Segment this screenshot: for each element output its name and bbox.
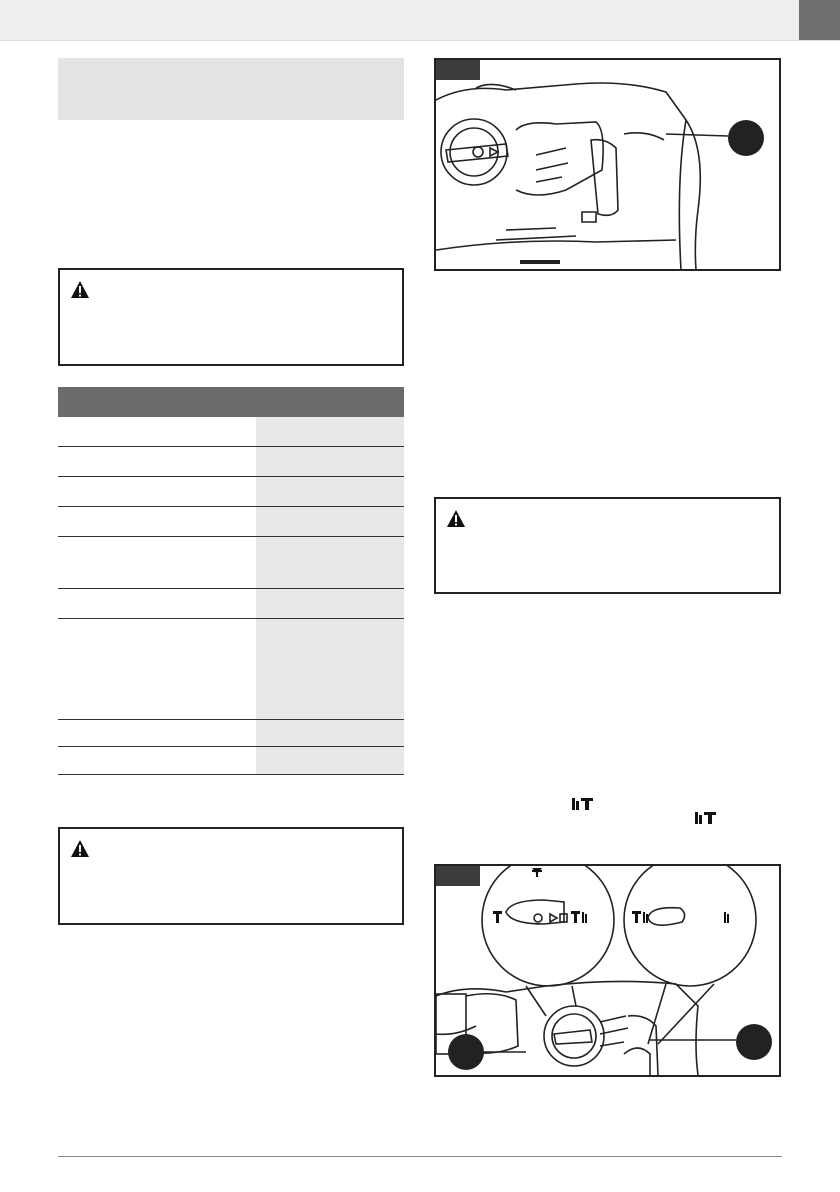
warning-box-2	[58, 827, 404, 925]
table-cell-value	[256, 537, 404, 588]
table-row	[58, 747, 404, 775]
specification-table	[58, 387, 404, 775]
table-row	[58, 537, 404, 589]
table-row	[58, 507, 404, 537]
table-row	[58, 477, 404, 507]
table-row	[58, 720, 404, 747]
table-row	[58, 447, 404, 477]
warning-box-1	[58, 268, 404, 366]
table-cell-value	[256, 507, 404, 536]
callout-marker	[448, 1034, 484, 1070]
drill-chisel-mode-icon	[571, 796, 595, 812]
table-row	[58, 619, 404, 720]
table-cell-value	[256, 477, 404, 506]
table-cell-value	[256, 447, 404, 476]
warning-triangle-icon	[446, 509, 466, 529]
rotary-hammer-illustration	[436, 60, 779, 269]
warning-triangle-icon	[70, 280, 90, 300]
table-cell-value	[256, 589, 404, 618]
table-cell-value	[256, 747, 404, 774]
footer-rule	[58, 1156, 782, 1157]
table-cell-value	[256, 417, 404, 446]
drill-chisel-mode-icon	[694, 810, 718, 826]
table-cell-value	[256, 720, 404, 746]
mode-selector-illustration	[436, 866, 779, 1075]
figure-1-tool-illustration	[434, 58, 781, 271]
section-heading-block	[58, 58, 404, 120]
warning-triangle-icon	[70, 839, 90, 859]
table-row	[58, 589, 404, 619]
callout-line	[666, 134, 728, 136]
callout-marker	[728, 120, 764, 156]
figure-2-mode-selector	[434, 864, 781, 1077]
page-header-bar	[0, 0, 840, 41]
table-cell-value	[256, 619, 404, 719]
table-header	[58, 387, 404, 417]
section-tab-marker	[799, 0, 840, 40]
warning-box-3	[434, 497, 781, 594]
callout-marker	[736, 1024, 772, 1060]
table-row	[58, 417, 404, 447]
